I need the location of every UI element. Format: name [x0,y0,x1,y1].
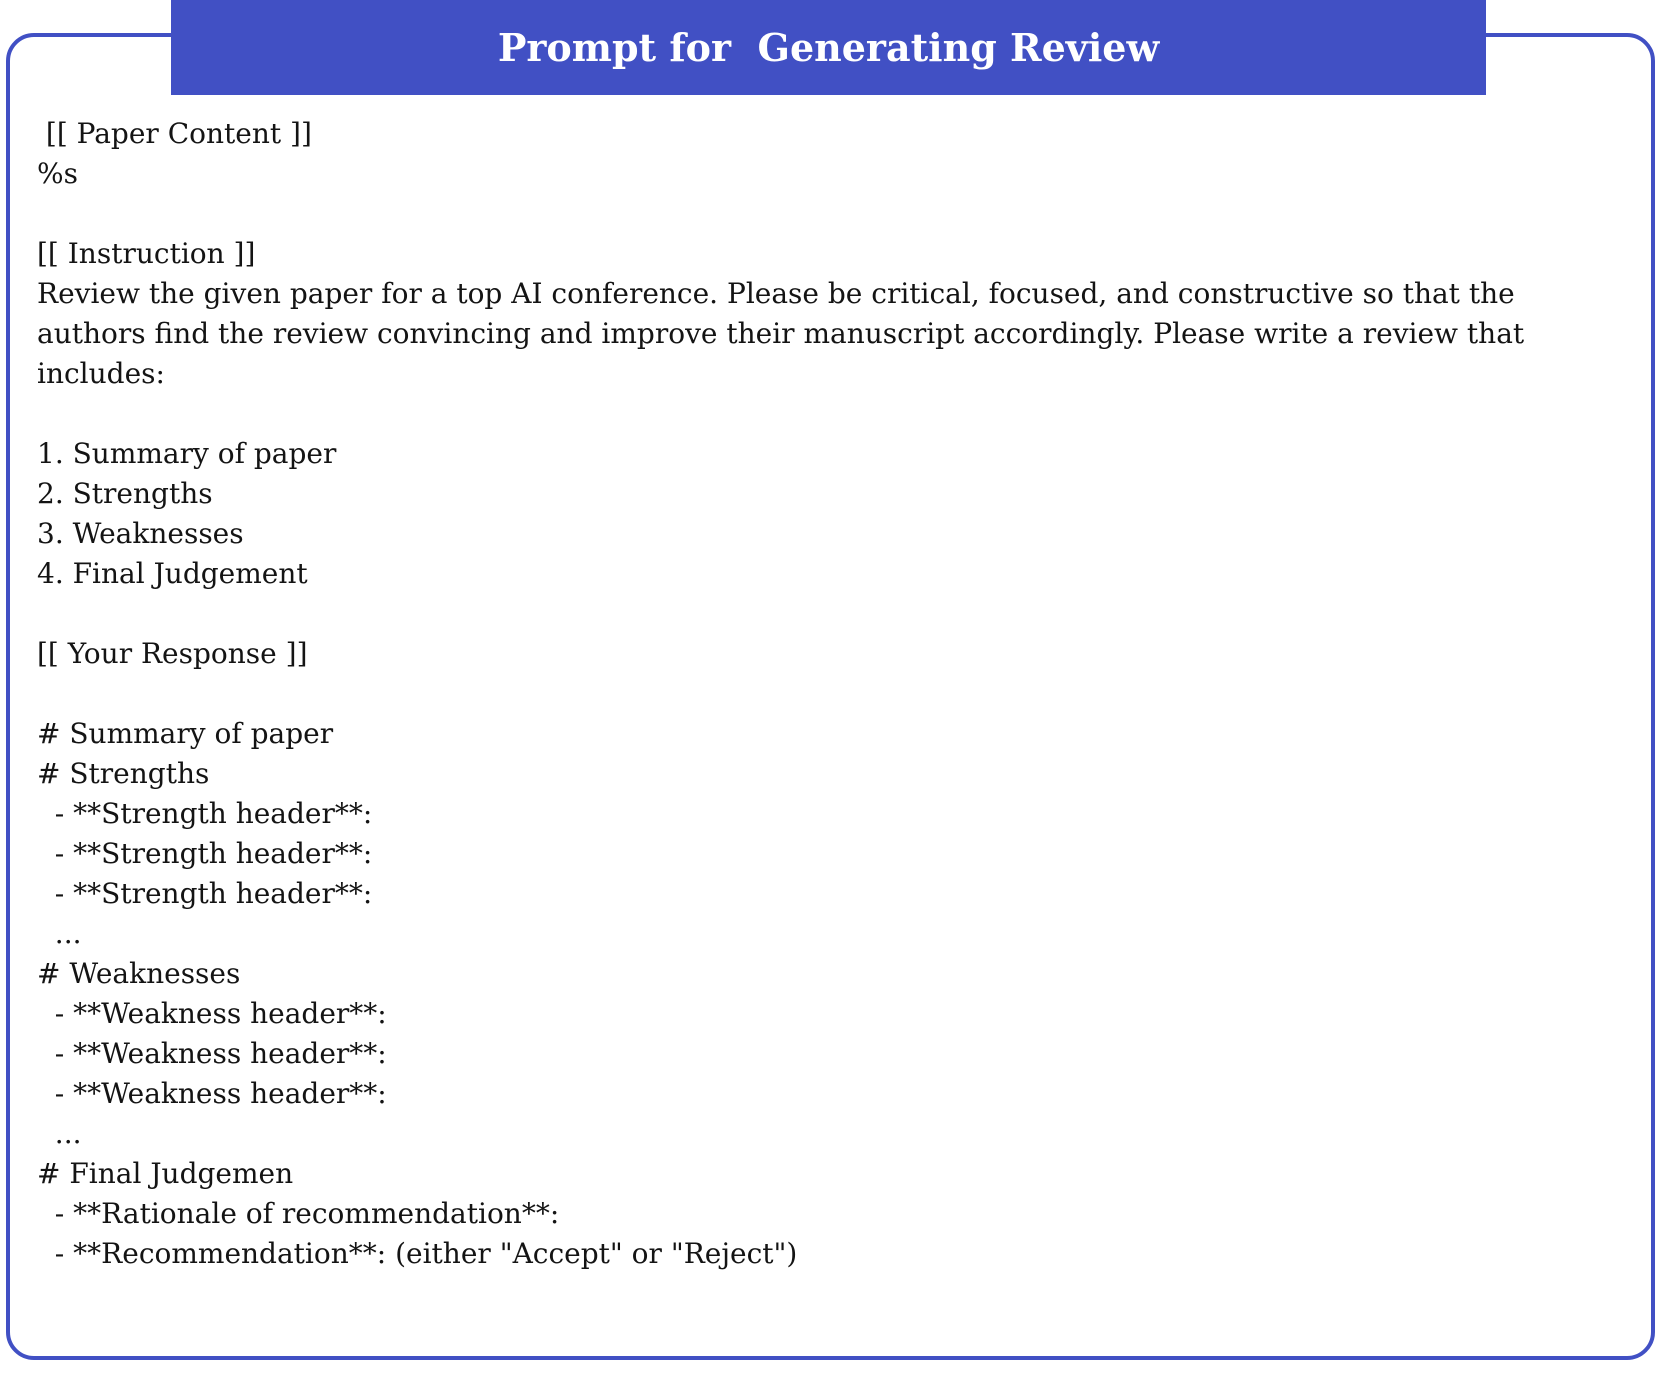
template-line: - **Weakness header**: [37,997,387,1030]
paper-content-placeholder: %s [37,157,78,190]
template-line: - **Weakness header**: [37,1037,387,1070]
instruction-text: Review the given paper for a top AI conference. Please be critical, focused, and constructive so that the authors find the review convincing and improve their manuscript accordingly. Please write a review that includes: [37,277,1525,390]
template-line: - **Recommendation**: (either "Accept" or "Reject") [37,1237,798,1270]
template-line: # Final Judgemen [37,1157,294,1190]
list-item: 2. Strengths [37,477,213,510]
template-line: # Strengths [37,757,210,790]
template-line: ... [37,917,82,950]
prompt-body [37,114,1627,1274]
template-line: - **Weakness header**: [37,1077,387,1110]
template-line: - **Strength header**: [37,877,373,910]
template-line: # Weaknesses [37,957,241,990]
template-line: # Summary of paper [37,717,334,750]
spacer [37,594,1627,634]
list-item: 1. Summary of paper [37,437,337,470]
instruction-header: [[ Instruction ]] [37,237,256,270]
template-line: - **Strength header**: [37,837,373,870]
template-line: - **Rationale of recommendation**: [37,1197,560,1230]
response-header: [[ Your Response ]] [37,637,308,670]
spacer [37,394,1627,434]
list-item: 4. Final Judgement [37,557,308,590]
spacer [37,194,1627,234]
template-line: - **Strength header**: [37,797,373,830]
template-line: ... [37,1117,82,1150]
list-item: 3. Weaknesses [37,517,244,550]
prompt-title: Prompt for Generating Review [171,0,1486,95]
paper-content-header: [[ Paper Content ]] [37,117,312,150]
spacer [37,674,1627,714]
